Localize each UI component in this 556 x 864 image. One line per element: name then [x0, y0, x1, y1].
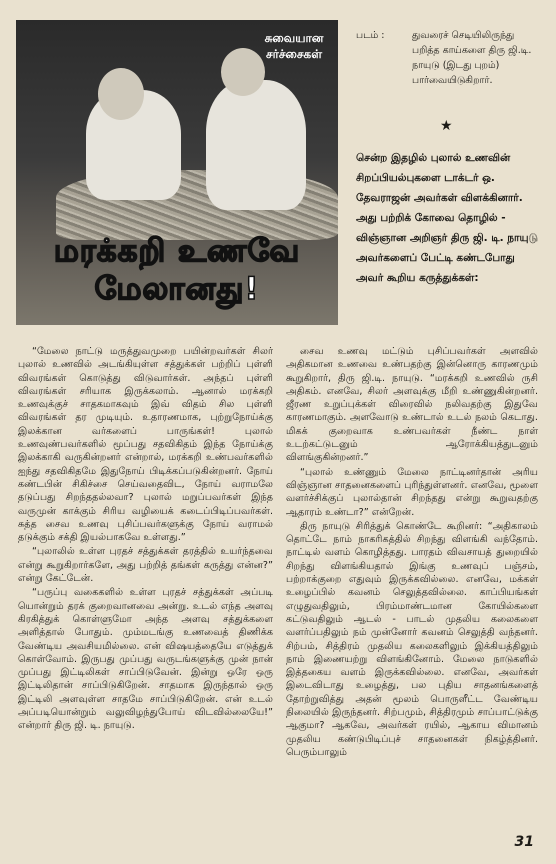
paragraph: “புலால் உண்ணும் மேலை நாட்டினர்தான் அரிய விஞ்ஞான சாதனைகளைப் புரிந்துள்ளனர். எனவே, மூளை வளர்ச்சிக்குப் புலால்தான் சிறந்தது என்று கூறுவதற்கு ஆதாரம் உண்டா?” என்றேன்.	[286, 466, 538, 518]
headline-line-1: மரக்கறி உணவே	[53, 233, 301, 269]
headline-line-2: மேலானது!	[94, 271, 260, 307]
paragraph: “புலாலில் உள்ள புரதச் சத்துக்கள் தரத்தில் உயர்ந்தவை என்று கூறுகிறார்களே, அது பற்றித் தங்கள் கருத்து என்ன?” என்று கேட்டேன்.	[18, 546, 273, 585]
headline	[16, 232, 338, 308]
person-right	[206, 80, 306, 210]
right-column	[286, 345, 538, 760]
paragraph: திரு நாயுடு சிரித்துக் கொண்டே கூறினர்: “அதிகாலம் தொட்டே நாம் நாகரிகத்தில் சிறந்து விளங்கி வந்தோம். நாட்டில் வளம் கொழித்தது. பாரதம் விவசாயத் துறையில் சிறந்து விளங்கியதால் இங்கு உணவுப் பஞ்சம், பற்றாக்குறை எதுவும் இருக்கவில்லை. எனவே, மக்கள் உழைப்பில் கவனம் செலுத்தவில்லை. காப்பியங்கள் எழுதுவதிலும், பிரம்மாண்டமான கோயில்களை கட்டுவதிலும் ஆடல் - பாடல் முதலிய கலைகளை வளர்ப்பதிலும் நம் முன்னோர் கவனம் செலுத்தி வந்தனர். சிற்பம், சித்திரம் முதலிய கலைகளிலும் இக்கியத்திலும் நாம் இணையற்று விளங்கினோம். மேலை நாடுகளில் இத்தகைய வளம் இருக்கவில்லை. எனவே, அவர்கள் இடைவிடாது உழைத்து, பல புதிய சாதனங்களைத் தோற்றுவித்து அதன் மூலம் பொருளீட்ட வேண்டிய நிலையில் இருந்தனர். சிற்பமும், சித்திரமும் சாப்பாட்டுக்கு ஆகுமா? ஆகவே, அவர்கள் ரயில், ஆகாய விமானம் முதலிய கண்டுபிடிப்புச் சாதனைகள் நிகழ்த்தினர். பெரும்பாலும்	[286, 520, 538, 758]
paragraph: “மேலை நாட்டு மருத்துவமுறை பயின்றவர்கள் சிலர் புலால் உணவில் அடங்கியுள்ள சத்துக்கள் பற்றிப் புள்ளி விவரங்கள் கொடுத்து விடுவார்கள். அந்தப் புள்ளி விவரங்கள் சரியாக இருக்கலாம். ஆனால் மரக்கறி உணவுக்குச் சாதகமாகவும் இவ் விதம் சில புள்ளி விவரங்கள் தர முடியும். உதாரணமாக, புற்றுநோய்க்கு இலக்கான வர்களைப் பாருங்கள்! புலால் உணவுண்பவர்களில் மூப்பது சதவிகிதம் இந்த நோய்க்கு இலக்காகி வருகின்றனர் என்றால், மரக்கறி உண்பவர்களில் ஐந்து சதவிகிதமே இதுநோய் பிடிக்கப்படுகின்றனர். நோய் கண்டபின் சிகிச்சை செய்வதைவிட, நோய் வராமலே தடுப்பது சிறந்ததல்லவா? புலால் மறுப்பவர்கள் இந்த வருமுன் காக்கும் சிரிய வழியைக் கடைப்பிடிப்பவர்கள். சுத்த சைவ உணவு புசிப்பவர்களுக்கு நோய் வராமல் தடுக்கும் சக்தி இயல்பாகவே உள்ளது.”	[18, 346, 273, 544]
intro-text: சென்ற இதழில் புலால் உணவின் சிறப்பியல்புகளை டாக்டர் ஒ. தேவராஜன் அவர்கள் விளக்கினார். அது பற்றிக் கோவை தொழில் - விஞ்ஞான அறிஞர் திரு ஜி. டி. நாயுடு அவர்களைப் பேட்டி கண்டபோது அவர் கூறிய கருத்துக்கள்:	[356, 152, 538, 284]
paragraph: சைவ உணவு மட்டும் புசிப்பவர்கள் அளவில் அதிகமான உணவை உண்பதற்கு இன்னொரு காரணமும் கூறுகிறார், திரு ஜி.டி. நாயுடு. “மரக்கறி உணவில் ருசி அதிகம். எனவே, சிலர் அளவுக்கு மீறி உண்ணுகின்றனர். ஜீரண உறுப்புக்கள் விரைவில் நலிவதற்கு இதுவே காரணமாகும். அளவோடு உண்டால் உடல் நலம் கெடாது. மிகக் குறைவாக உண்பவர்கள் நீண்ட நாள் உடற்கட்டுடனும் ஆரோக்கியத்துடனும் விளங்குகின்றனர்.”	[286, 346, 538, 464]
person-left-head	[98, 68, 144, 120]
paragraph: “பருப்பு வகைகளில் உள்ள புரதச் சத்துக்கள் அப்படி யொன்றும் தரக் குறைவானவை அன்று. உடல் எந்த அளவு கிரகித்துக் கொள்ளுமோ அந்த அளவு சத்துக்களை அளித்தால் போதும். மும்மடங்கு உணவைத் திணிக்க வேண்டிய அவசியமில்லை. என் விஷயத்தையே எடுத்துக் கொள்வோம். இருபது முப்பது வருடங்களுக்கு முன் நான் முப்பது இட்டிலிகள் சாப்பிடுவேன். இன்று ஒரே ஒரு இட்டிலிதான் சாப்பிடுகிறேன். சாதமாக இருந்தால் ஒரு இட்டிலி அளவுள்ள சாதமே சாப்பிடுகிறேன். என் உடல் அப்படியொன்றும் வலுவிழந்துபோய் விடவில்லையே!” என்றார் திரு ஜி. டி. நாயுடு.	[18, 587, 273, 732]
photo-credit-text: துவரைச் செடியிலிருந்து பறித்த காய்களை திரு ஜி.டி. நாயுடு (இடது புறம்) பார்வையிடுகிறார்.	[412, 30, 532, 86]
page-number: 31	[514, 834, 534, 850]
star-icon: ★	[440, 118, 453, 134]
photo-credit-label: படம் :	[356, 30, 385, 41]
photo-caption: சுவையான சர்ச்சைகள்	[264, 31, 324, 61]
photo-credit	[356, 28, 540, 88]
left-column	[18, 345, 273, 734]
